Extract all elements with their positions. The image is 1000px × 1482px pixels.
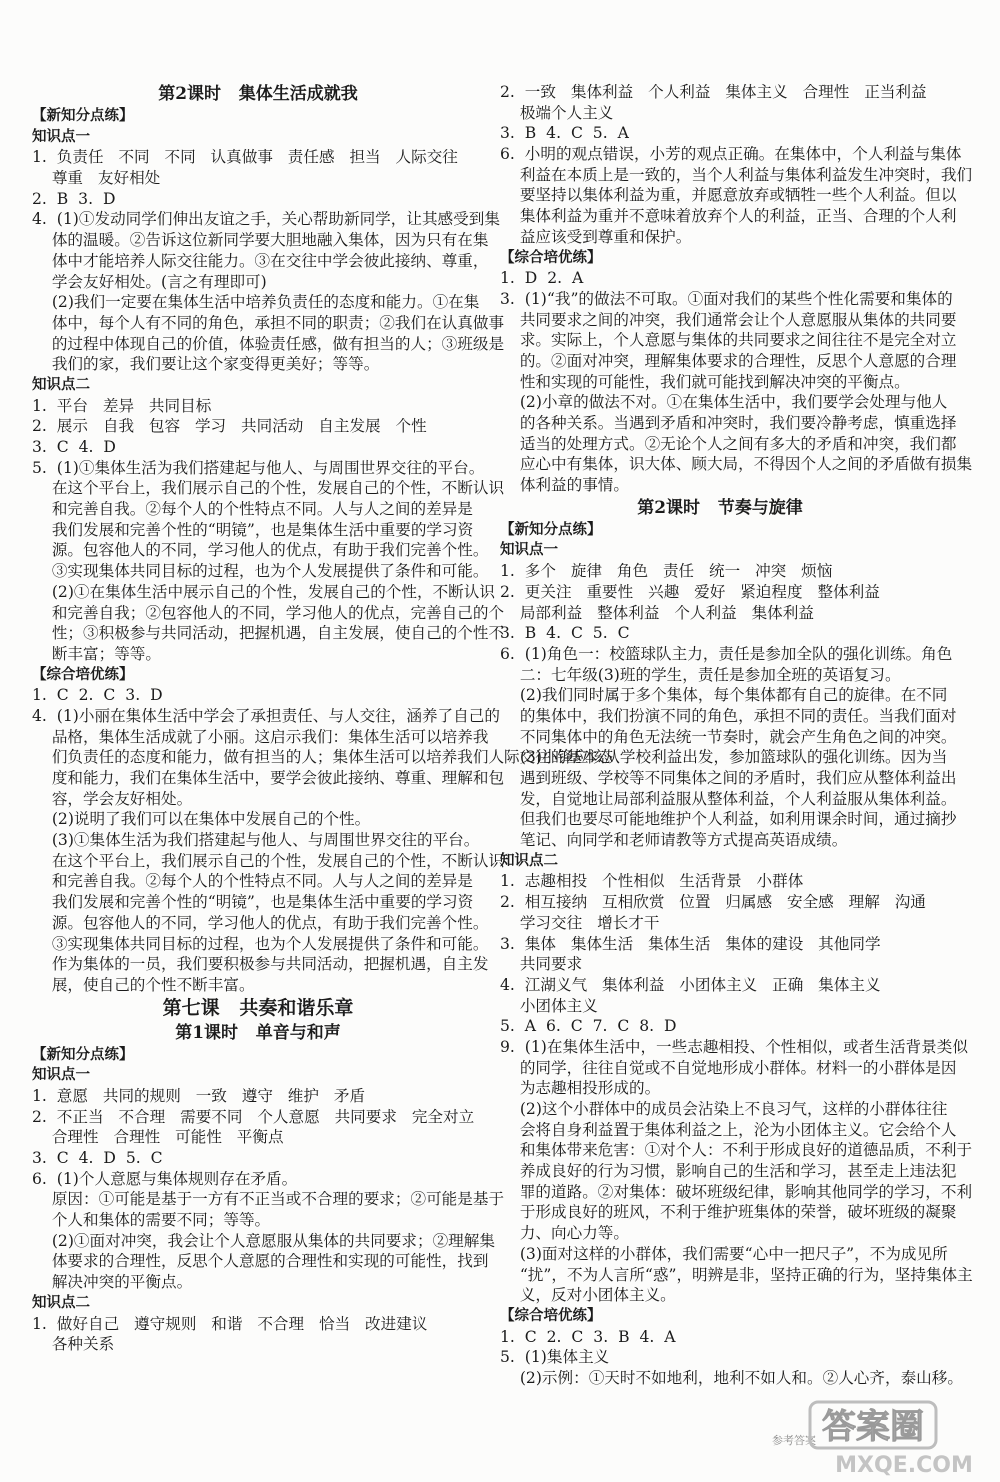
answer-line: 我们发展和完善个性的“明镜”，也是集体生活中重要的学习资 [32,893,474,912]
answer-line: (2)①在集体生活中展示自己的个性，发展自己的个性，不断认识 [32,582,495,601]
answer-line: 养成良好的行为习惯，影响自己的生活和学习，甚至走上违法犯 [500,1162,957,1181]
answer-line: 的各种关系。当遇到矛盾和冲突时，我们要冷静考虑，慎重选择 [500,414,957,432]
answer-line: 1. C 2. C 3. D [32,686,163,705]
answer-line: 4. 江湖义气 集体利益 小团体主义 正确 集体主义 [500,975,881,994]
sub-heading: 知识点一 [32,127,90,145]
answer-line: 和完善自我；②包容他人的不同，学习他人的优点，完善自己的个 [32,603,505,622]
answer-line: (3)面对这样的小群体，我们需要“心中一把尺子”，不为成见所 [500,1244,948,1263]
answer-line: 个人和集体的需要不同；等等。 [32,1211,271,1230]
answer-line: 3. 集体 集体生活 集体生活 集体的建设 其他同学 [500,934,881,953]
answer-line: 5. A 6. C 7. C 8. D [500,1017,677,1036]
answer-line: 但我们也要尽可能地维护个人利益，如利用课余时间，通过摘抄 [500,810,957,829]
sub-heading: 知识点一 [32,1066,90,1084]
answer-line: 的同学，往往自觉或不自觉地形成小群体。材料一的小群体是因 [500,1058,957,1077]
answer-line: 2. 一致 集体利益 个人利益 集体主义 合理性 正当利益 [500,83,927,101]
answer-line: 体中才能培养人际交往能力。③在交往中学会彼此接纳、尊重， [32,251,489,270]
answer-line: 3. C 4. D 5. C [32,1149,163,1167]
answer-line: 1. 平台 差异 共同目标 [32,396,212,415]
watermark-url: MXQE.COM [835,1453,973,1478]
answer-line: 学会友好相处。(言之有理即可) [32,272,267,291]
section-heading: 【新知分点练】 [32,107,134,124]
watermark-logo [808,1398,994,1478]
watermark-text: 答案圈 [822,1407,924,1447]
answer-line: 4. (1)小丽在集体生活中学会了承担责任、与人交往，涵养了自己的 [32,706,500,725]
answer-line: 2. 不正当 不合理 需要不同 个人意愿 共同要求 完全对立 [32,1107,475,1126]
answer-line: 原因：①可能是基于一方有不正当或不合理的要求；②可能是基于 [32,1190,505,1209]
answer-line: 展，使自己的个性不断丰富。 [32,975,255,994]
answer-line: 在这个平台上，我们展示自己的个性，发展自己的个性，不断认识 [32,479,505,498]
answer-line: 1. 做好自己 遵守规则 和谐 不合理 恰当 改进建议 [32,1314,428,1333]
answer-line: 遇到班级、学校等不同集体之间的矛盾时，我们应从整体利益出 [500,769,957,787]
right-column [500,82,973,1389]
sub-heading: 知识点二 [32,375,90,393]
answer-line: 2. B 3. D [32,189,116,208]
answer-line: 6. (1)角色一：校篮球队主力，责任是参加全队的强化训练。角色 [500,644,953,663]
title-heading: 第2课时 节奏与旋律 [637,497,803,518]
title-heading: 第2课时 集体生活成就我 [158,84,358,104]
answer-line: 求。实际上，个人意愿与集体的共同要求之间往往不是完全对立 [500,331,957,350]
answer-line: 合理性 合理性 可能性 平衡点 [32,1128,284,1147]
answer-line: 罪的道路。②对集体：破坏班级纪律，影响其他同学的学习，不利 [500,1182,973,1201]
chapter-heading: 第七课 共奏和谐乐章 [162,996,354,1019]
answer-line: 义，反对小团体主义。 [500,1286,676,1305]
section-heading: 【新知分点练】 [32,1045,134,1063]
answer-line: 6. 小明的观点错误，小芳的观点正确。在集体中，个人利益与集体 [500,145,962,164]
answer-line: 5. (1)集体主义 [500,1348,610,1367]
answer-line: (2)说明了我们可以在集体中发展自己的个性。 [32,810,371,829]
answer-line: 1. 多个 旋律 角色 责任 统一 冲突 烦恼 [500,562,833,581]
answer-line: 体的温暖。②告诉这位新同学要大胆地融入集体，因为只有在集 [32,231,489,250]
sub-heading: 知识点二 [32,1293,90,1311]
answer-line: 们负责任的态度和能力，做有担当的人；集体生活可以培养我们人际交往的基本态 [32,748,614,767]
answer-line: 为志趣相投形成的。 [500,1079,661,1098]
answer-line: 3. B 4. C 5. C [500,624,630,643]
answer-line: 源。包容他人的不同，学习他人的优点，有助于我们完善个性。 [32,541,489,560]
sub-heading: 知识点二 [500,851,558,869]
answer-line: 和集体带来危害：①对个人：不利于形成良好的道德品质，不利于 [500,1141,973,1160]
answer-line: 1. 志趣相投 个性相似 生活背景 小群体 [500,872,804,891]
answer-line: 解决冲突的平衡点。 [32,1273,193,1292]
answer-line: 于形成良好的班风，不利于维护班集体的荣誉，破坏班级的凝聚 [500,1203,957,1222]
sub-heading: 知识点一 [500,541,558,559]
answer-line: 2. 展示 自我 包容 学习 共同活动 自主发展 个性 [32,417,427,436]
answer-line: 利益在本质上是一致的，当个人利益与集体利益发生冲突时，我们 [500,165,973,184]
answer-line: 的。②面对冲突，理解集体要求的合理性，反思个人意愿的合理 [500,351,957,370]
answer-line: 会将自身利益置于集体利益之上，沦为小团体主义。它会给个人 [500,1120,957,1139]
answer-line: 品格，集体生活成就了小丽。这启示我们：集体生活可以培养我 [32,727,489,746]
answer-line: 小团体主义 [500,996,598,1015]
answer-line: 源。包容他人的不同，学习他人的优点，有助于我们完善个性。 [32,913,489,932]
answer-line: 我们的家，我们要让这个家变得更美好；等等。 [32,355,380,374]
answer-line: 1. 意愿 共同的规则 一致 遵守 维护 矛盾 [32,1086,366,1105]
answer-line: 9. (1)在集体生活中，一些志趣相投、个性相似，或者生活背景类似 [500,1037,968,1056]
answer-line: “扰”，不为人言所“惑”，明辨是非，坚持正确的行为，坚持集体主 [500,1265,973,1284]
answer-line: 的集体中，我们扮演不同的角色，承担不同的责任。当我们面对 [500,706,957,725]
answer-line: 1. D 2. A [500,269,584,288]
answer-line: 和完善自我。②每个人的个性特点不同。人与人之间的差异是 [32,500,473,519]
answer-line: 我们发展和完善个性的“明镜”，也是集体生活中重要的学习资 [32,520,474,539]
answer-line: 要坚持以集体利益为重，并愿意放弃或牺牲一些个人利益。但以 [500,186,957,205]
section-heading: 【综合培优练】 [500,1306,602,1324]
answer-line: 发，自觉地让局部利益服从整体利益，个人利益服从集体利益。 [500,789,957,808]
answer-line: 性；③积极参与共同活动，把握机遇，自主发展，使自己的个性不 [32,624,505,643]
answer-line: 5. (1)①集体生活为我们搭建起与他人、与周围世界交往的平台。 [32,458,485,477]
answer-line: (3)小锋应该从学校利益出发，参加篮球队的强化训练。因为当 [500,748,948,767]
answer-line: (2)这个小群体中的成员会沾染上不良习气，这样的小群体往往 [500,1100,948,1118]
answer-line: 集体利益为重并不意味着放弃个人的利益，正当、合理的个人利 [500,207,957,226]
answer-line: 体利益的事情。 [500,476,629,495]
answer-line: 和完善自我。②每个人的个性特点不同。人与人之间的差异是 [32,872,473,891]
answer-line: 极端个人主义 [500,103,614,122]
answer-line: (2)我们一定要在集体生活中培养负责任的态度和能力。①在集 [32,293,480,312]
answer-line: 笔记、向同学和老师请教等方式提高英语成绩。 [500,831,848,850]
answer-line: 体要求的合理性，反思个人意愿的合理性和实现的可能性，找到 [32,1252,489,1271]
answer-line: (2)我们同时属于多个集体，每个集体都有自己的旋律。在不同 [500,686,948,705]
answer-line: 作为集体的一员，我们要积极参与共同活动，把握机遇，自主发 [32,955,489,974]
answer-line: 共同要求 [500,955,583,974]
answer-line: 力、向心力等。 [500,1224,629,1243]
title-heading: 第1课时 单音与和声 [175,1022,341,1043]
page-footer-label: 参考答案 [772,1434,816,1447]
section-heading: 【新知分点练】 [500,520,602,538]
answer-line: 3. (1)“我”的做法不可取。①面对我们的某些个性化需要和集体的 [500,289,953,308]
answer-line: 体中，每个人有不同的角色，承担不同的职责；②我们在认真做事 [32,313,505,332]
answer-line: 1. C 2. C 3. B 4. A [500,1327,676,1346]
answer-line: 6. (1)个人意愿与集体规则存在矛盾。 [32,1169,298,1188]
answer-line: (3)①集体生活为我们搭建起与他人、与周围世界交往的平台。 [32,831,480,850]
answer-line: 的过程中体现自己的价值，体验责任感，做有担当的人；③班级是 [32,334,505,353]
answer-line: 容，学会友好相处。 [32,789,193,808]
answer-line: (2)小章的做法不对。①在集体生活中，我们要学会处理与他人 [500,393,948,412]
answer-line: 尊重 友好相处 [32,169,161,188]
answer-line: 应心中有集体，识大体、顾大局，不得因个人之间的矛盾做有损集 [500,455,973,474]
answer-line: 3. C 4. D [32,438,116,456]
answer-line: 性和实现的可能性，我们就可能找到解决冲突的平衡点。 [500,372,910,391]
answer-line: 1. 负责任 不同 不同 认真做事 责任感 担当 人际交往 [32,148,458,167]
answer-line: (2)①面对冲突，我会让个人意愿服从集体的共同要求；②理解集 [32,1231,495,1250]
answer-line: ③实现集体共同目标的过程，也为个人发展提供了条件和可能。 [32,934,489,953]
answer-line: (2)示例：①天时不如地利，地利不如人和。②人心齐，泰山移。 [500,1368,963,1387]
answer-line: ③实现集体共同目标的过程，也为个人发展提供了条件和可能。 [32,562,489,581]
answer-line: 3. B 4. C 5. A [500,124,629,143]
answer-line: 适当的处理方式。②无论个人之间有多大的矛盾和冲突，我们都 [500,434,957,453]
answer-line: 局部利益 整体利益 个人利益 集体利益 [500,603,814,622]
section-heading: 【综合培优练】 [32,665,134,683]
answer-line: 共同要求之间的冲突，我们通常会让个人意愿服从集体的共同要 [500,310,957,329]
answer-line: 度和能力，我们在集体生活中，要学会彼此接纳、尊重、理解和包 [32,769,505,787]
answer-line: 2. 更关注 重要性 兴趣 爱好 紧迫程度 整体利益 [500,582,880,601]
answer-line: 学习交往 增长才干 [500,913,660,932]
answer-line: 断丰富；等等。 [32,644,161,663]
answer-line: 2. 相互接纳 互相欣赏 位置 归属感 安全感 理解 沟通 [500,893,926,912]
answer-line: 4. (1)①发动同学们伸出友谊之手，关心帮助新同学，让其感受到集 [32,210,500,229]
answer-line: 各种关系 [32,1335,115,1354]
answer-line: 益应该受到尊重和保护。 [500,227,692,246]
answer-line: 在这个平台上，我们展示自己的个性，发展自己的个性，不断认识 [32,851,505,870]
section-heading: 【综合培优练】 [500,248,602,266]
answer-line: 二：七年级(3)班的学生，责任是参加全班的英语复习。 [500,665,901,684]
answer-line: 不同集体中的角色无法统一节奏时，就会产生角色之间的冲突。 [500,727,957,746]
